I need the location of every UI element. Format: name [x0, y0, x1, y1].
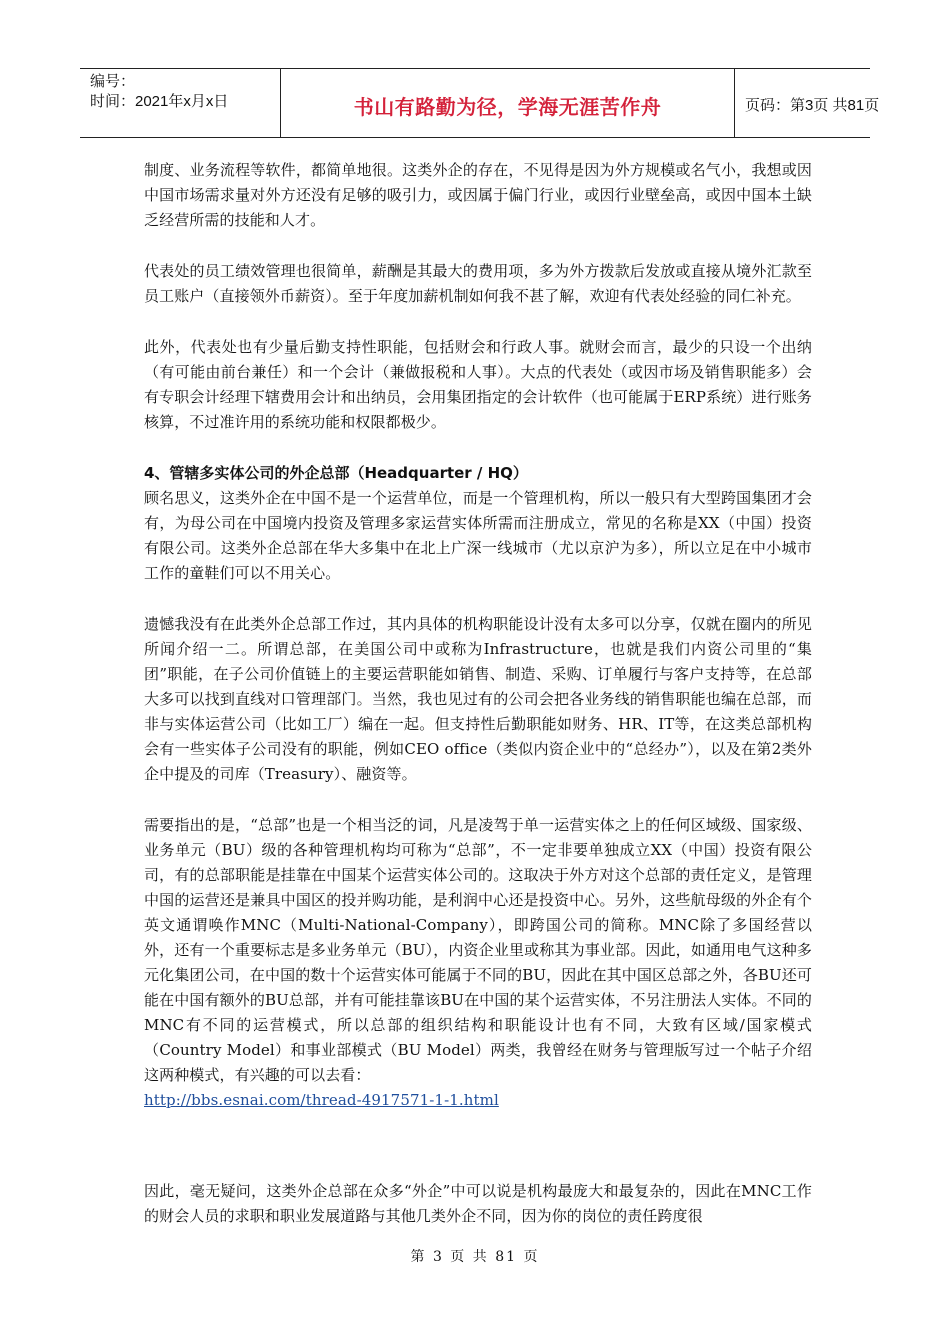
paragraph-4: 顾名思义，这类外企在中国不是一个运营单位，而是一个管理机构，所以一般只有大型跨国集团才会有，为母公司在中国境内投资及管理多家运营实体所需而注册成立，常见的名称是XX（中国）投资有限公司。这类外企总部在华大多集中在北上广深一线城市（尤以京沪为多），所以立足在中小城市工作的童鞋们可以不用关心。	[144, 489, 812, 582]
motto: 书山有路勤为径，学海无涯苦作舟	[353, 95, 662, 119]
document-body	[144, 158, 812, 1255]
paragraph-2: 代表处的员工绩效管理也很简单，薪酬是其最大的费用项，多为外方拨款后发放或直接从境外汇款至员工账户（直接领外币薪资）。至于年度加薪机制如何我不甚了解，欢迎有代表处经验的同仁补充。	[144, 262, 812, 305]
header-table	[80, 68, 880, 138]
header-motto-cell	[280, 69, 735, 137]
header-page-info: 页码：第3页 共81页	[745, 97, 880, 114]
paragraph-1: 制度、业务流程等软件，都简单地很。这类外企的存在，不见得是因为外方规模或名气小，我想或因中国市场需求量对外方还没有足够的吸引力，或因属于偏门行业，或因行业壁垒高，或因中国本土缺乏经营所需的技能和人才。	[144, 161, 812, 229]
reference-link[interactable]: http://bbs.esnai.com/thread-4917571-1-1.html	[144, 1091, 499, 1109]
reference-link-line	[144, 1088, 812, 1113]
paragraph-5: 遗憾我没有在此类外企总部工作过，其内具体的机构职能设计没有太多可以分享，仅就在圈内的所见所闻介绍一二。所谓总部，在美国公司中或称为Infrastructure，也就是我们内资公司里的“集团”职能，在子公司价值链上的主要运营职能如销售、制造、采购、订单履行与客户支持等，在总部大多可以找到直线对口管理部门。当然，我也见过有的公司会把各业务线的销售职能也编在总部，而非与实体运营公司（比如工厂）编在一起。但支持性后勤职能如财务、HR、IT等，在这类总部机构会有一些实体子公司没有的职能，例如CEO office（类似内资企业中的“总经办”），以及在第2类外企中提及的司库（Treasury）、融资等。	[144, 615, 812, 783]
number-label: 编号：	[90, 73, 136, 90]
paragraph-3: 此外，代表处也有少量后勤支持性职能，包括财会和行政人事。就财会而言，最少的只设一个出纳（有可能由前台兼任）和一个会计（兼做报税和人事）。大点的代表处（或因市场及销售职能多）会有专职会计经理下辖费用会计和出纳员，会用集团指定的会计软件（也可能属于ERP系统）进行账务核算，不过准许用的系统功能和权限都极少。	[144, 338, 812, 431]
paragraph-7: 因此，毫无疑问，这类外企总部在众多“外企”中可以说是机构最庞大和最复杂的，因此在MNC工作的财会人员的求职和职业发展道路与其他几类外企不同，因为你的岗位的责任跨度很	[144, 1182, 812, 1225]
footer-page-number: 第 3 页 共 81 页	[410, 1249, 540, 1265]
section-heading-4: 4、管辖多实体公司的外企总部（Headquarter / HQ）	[144, 464, 528, 482]
header-page-cell	[735, 69, 880, 137]
spacer	[144, 1139, 812, 1179]
paragraph-6: 需要指出的是，“总部”也是一个相当泛的词，凡是凌驾于单一运营实体之上的任何区域级、国家级、业务单元（BU）级的各种管理机构均可称为“总部”，不一定非要单独成立XX（中国）投资有限公司，有的总部职能是挂靠在中国某个运营实体公司的。这取决于外方对这个总部的责任定义，是管理中国的运营还是兼具中国区的投并购功能，是利润中心还是投资中心。另外，这些航母级的外企有个英文通谓唤作MNC（Multi-National-Company），即跨国公司的简称。MNC除了多国经营以外，还有一个重要标志是多业务单元（BU），内资企业里或称其为事业部。因此，如通用电气这种多元化集团公司，在中国的数十个运营实体可能属于不同的BU，因此在其中国区总部之外，各BU还可能在中国有额外的BU总部，并有可能挂靠该BU在中国的某个运营实体，不另注册法人实体。不同的MNC有不同的运营模式，所以总部的组织结构和职能设计也有不同，大致有区域/国家模式（Country Model）和事业部模式（BU Model）两类，我曾经在财务与管理版写过一个帖子介绍这两种模式，有兴趣的可以去看：	[144, 816, 812, 1084]
date-line: 时间：2021年x月x日	[90, 93, 229, 110]
header-left-cell	[80, 69, 280, 137]
